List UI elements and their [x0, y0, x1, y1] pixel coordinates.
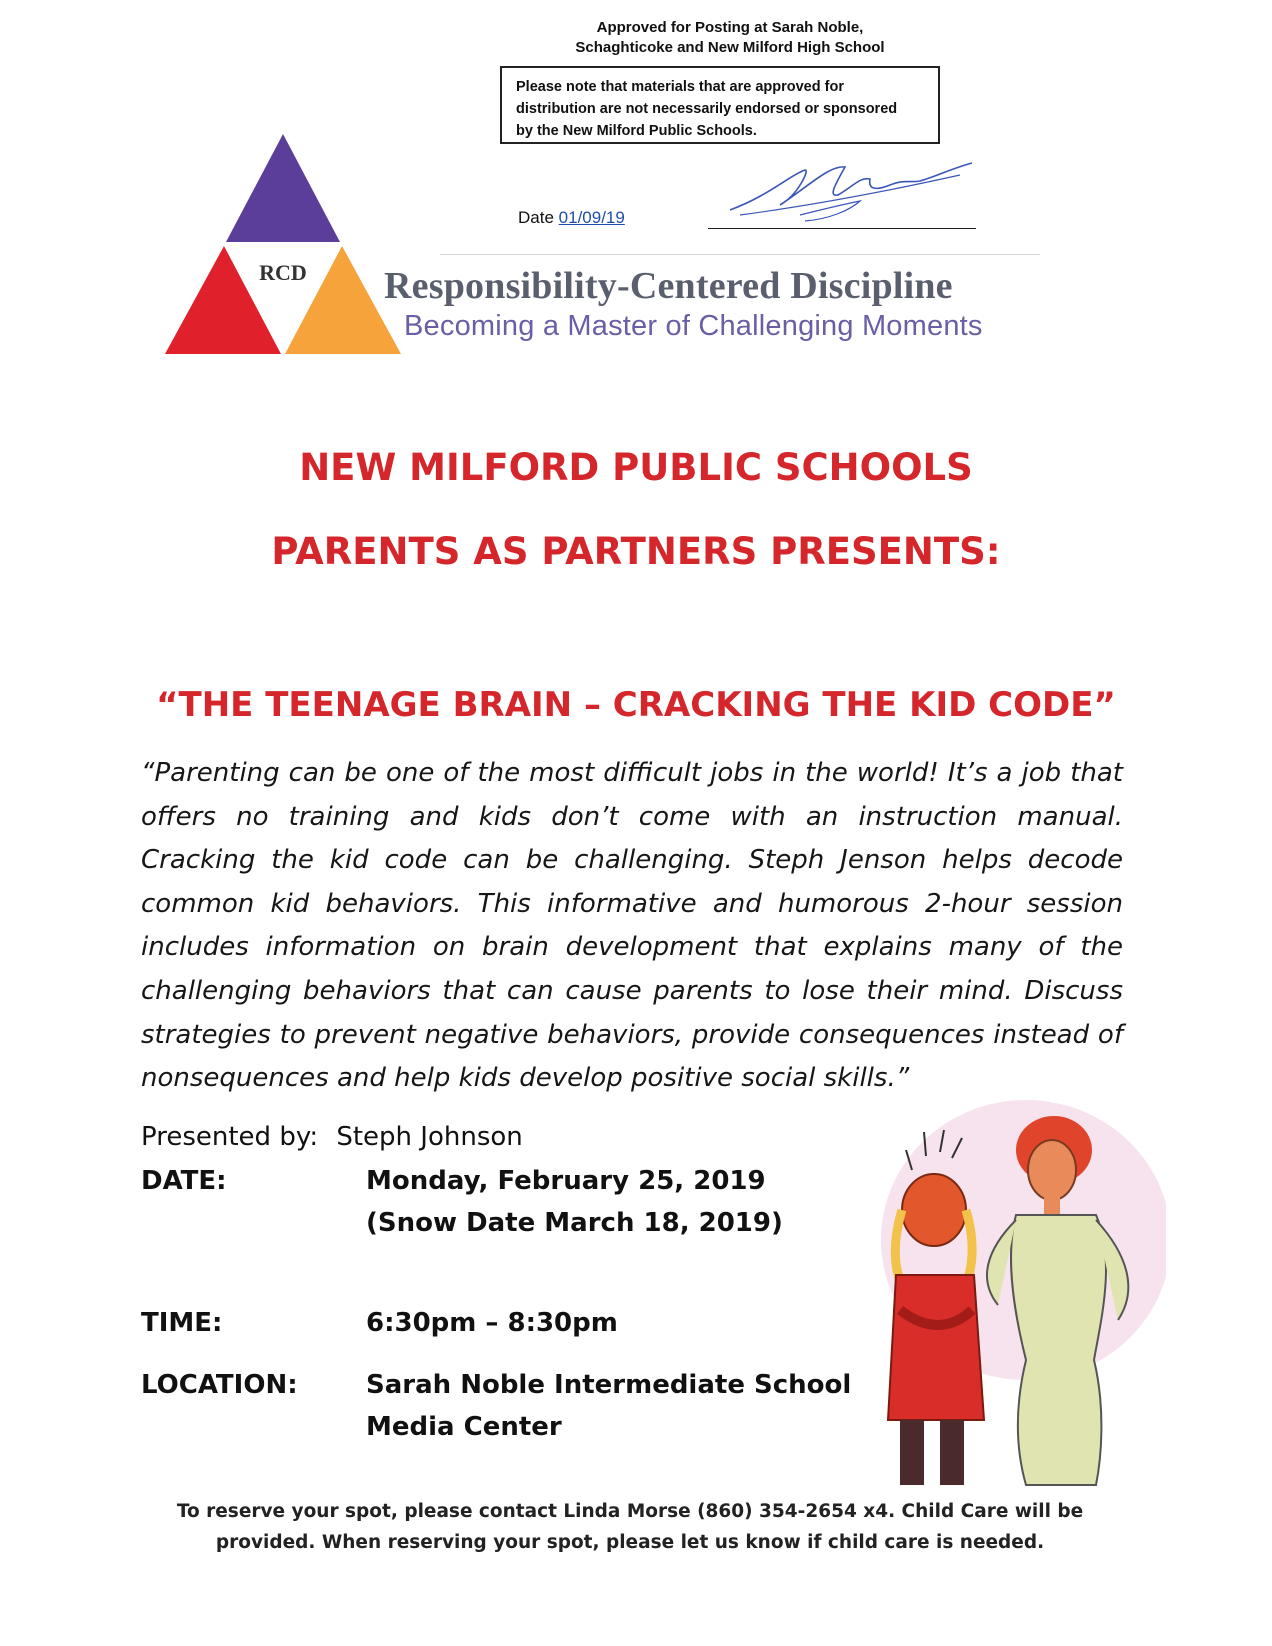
logo-triangle-top — [226, 134, 340, 242]
approval-date — [518, 208, 625, 228]
approval-title-line2: Schaghticoke and New Milford High School — [575, 39, 885, 56]
rcd-logo-icon — [165, 134, 415, 359]
district-heading: NEW MILFORD PUBLIC SCHOOLS — [299, 446, 973, 489]
approval-title-line1: Approved for Posting at Sarah Noble, — [596, 19, 864, 36]
event-date — [366, 1160, 783, 1244]
location-line2: Media Center — [366, 1412, 562, 1442]
presenter-label: Presented by: — [141, 1122, 319, 1152]
notice-line1: Please note that materials that are approved for — [516, 79, 844, 95]
rcd-tagline: Becoming a Master of Challenging Moments — [404, 310, 983, 342]
header-divider — [440, 254, 1040, 255]
event-location — [366, 1364, 851, 1448]
snow-date: (Snow Date March 18, 2019) — [366, 1208, 783, 1238]
rcd-title: Responsibility-Centered Discipline — [384, 265, 953, 307]
contact-line1: To reserve your spot, please contact Linda Morse (860) 354-2654 x4. Child Care will be — [176, 1501, 1084, 1522]
approval-title — [480, 18, 980, 58]
notice-line2: distribution are not necessarily endorsed or sponsored — [516, 101, 898, 117]
signature-line — [708, 228, 976, 229]
presents-heading: PARENTS AS PARTNERS PRESENTS: — [271, 530, 1001, 573]
event-date-value: Monday, February 25, 2019 — [366, 1166, 766, 1196]
event-time: 6:30pm – 8:30pm — [366, 1308, 618, 1338]
date-label: Date — [518, 208, 554, 227]
event-description: “Parenting can be one of the most difficult jobs in the world! It’s a job that offers no training and kids don’t come with an instruction manual. Cracking the kid code can be challenging. Steph Jenson helps decode common kid behaviors. This informative and humorous 2-hour session includes information on brain development that explains many of the challenging behaviors that can cause parents to lose their mind. Discuss strategies to prevent negative behaviors, provide consequences instead of nonsequences and help kids develop positive social skills.” — [141, 758, 1123, 1094]
event-title: “THE TEENAGE BRAIN – CRACKING THE KID CODE” — [156, 685, 1116, 725]
logo-abbrev: RCD — [259, 260, 307, 285]
location-line1: Sarah Noble Intermediate School — [366, 1370, 852, 1400]
date-value: 01/09/19 — [558, 208, 625, 227]
signature-icon — [710, 155, 980, 230]
time-label: TIME: — [141, 1308, 223, 1338]
location-label: LOCATION: — [141, 1370, 298, 1400]
notice-line3: by the New Milford Public Schools. — [516, 123, 757, 139]
contact-line2: provided. When reserving your spot, please let us know if child care is needed. — [215, 1532, 1045, 1553]
contact-info — [150, 1496, 1110, 1558]
approval-notice-box — [500, 66, 940, 144]
parent-child-illustration-icon — [866, 1090, 1166, 1490]
presenter — [141, 1122, 523, 1152]
presenter-name: Steph Johnson — [336, 1122, 523, 1152]
date-label-heading: DATE: — [141, 1166, 227, 1196]
